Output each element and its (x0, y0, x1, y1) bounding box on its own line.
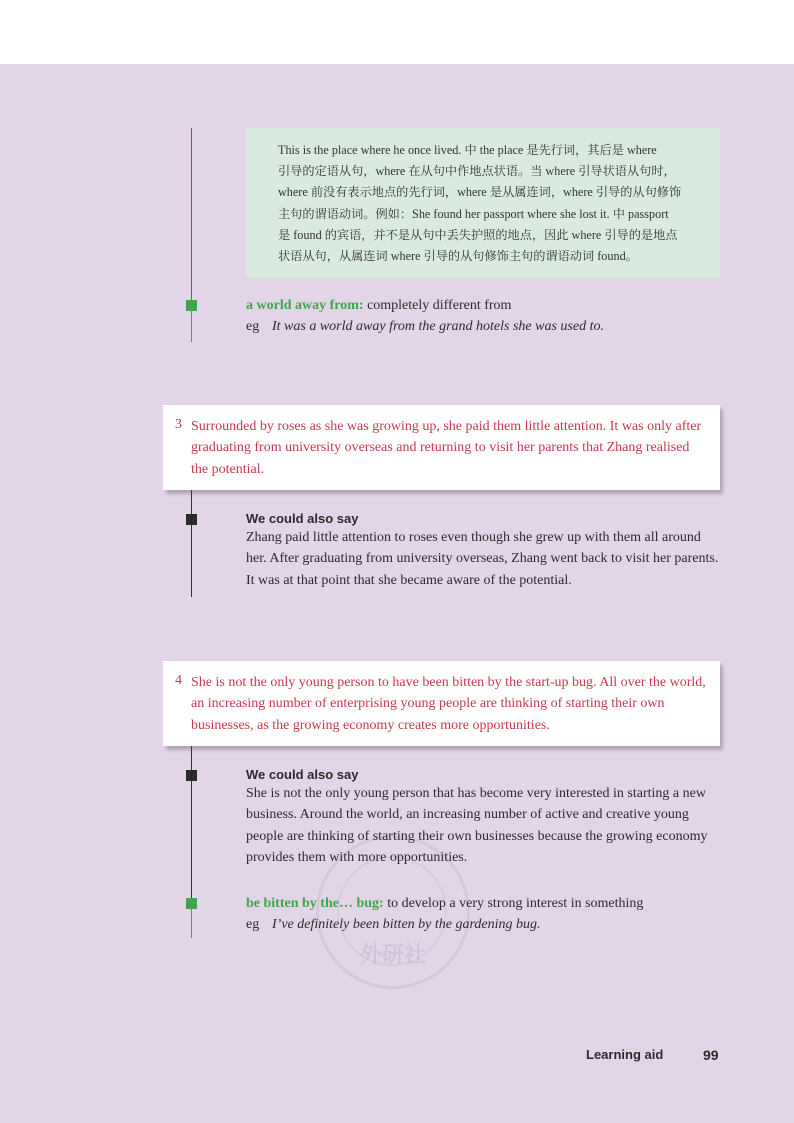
note-line: 是 found 的宾语，并不是从句中丢失护照的地点，因此 where 引导的是地点 (278, 227, 678, 242)
dark-square-marker (186, 770, 197, 781)
watermark-text: 外研社 (359, 943, 426, 968)
note-line: 引导的定语从句，where 在从句中作地点状语。当 where 引导状语从句时， (278, 164, 676, 179)
dark-margin-line (191, 746, 192, 898)
phrase-entry (246, 295, 720, 338)
phrase-entry (246, 893, 720, 936)
sentence-number: 3 (175, 417, 182, 432)
sentence-box-4 (163, 661, 720, 746)
could-also-say-3 (246, 511, 720, 591)
could-also-say-text: She is not the only young person that has become very interested in starting a new business. Around the world, an increasing number of active and creative young people are thinking of starting their own businesses because the growing economy provides them with more opportunities. (246, 786, 708, 866)
could-also-say-4 (246, 767, 720, 869)
sentence-box-3 (163, 405, 720, 490)
sentence-number: 4 (175, 673, 182, 688)
note-line: where 前没有表示地点的先行词，where 是从属连词，where 引导的从句修饰 (278, 185, 682, 200)
eg-label: eg (246, 917, 260, 933)
could-also-say-heading: We could also say (246, 511, 359, 526)
sentence-text: She is not the only young person to have been bitten by the start-up bug. All over the world, an increasing number of enterprising young people are thinking of starting their own businesses, as the growing economy creates more opportunities. (191, 675, 706, 733)
dark-square-marker (186, 514, 197, 525)
grammar-note-text (278, 140, 700, 267)
note-line: 状语从句，从属连词 where 引导的从句修饰主句的谓语动词 found。 (278, 249, 638, 264)
phrase-term: be bitten by the… bug: (246, 896, 384, 911)
page-number: 99 (703, 1047, 719, 1063)
sentence-text: Surrounded by roses as she was growing up, she paid them little attention. It was only after graduating from university overseas and returning to visit her parents that Zhang realised the potential. (191, 419, 702, 477)
grammar-note-box (246, 128, 720, 278)
could-also-say-heading: We could also say (246, 767, 359, 782)
phrase-example: It was a world away from the grand hotels she was used to. (272, 319, 604, 335)
could-also-say-text: Zhang paid little attention to roses even though she grew up with them all around her. After graduating from university overseas, Zhang went back to visit her parents. It was at that point that she became aware of the potential. (246, 530, 719, 588)
footer-section-label: Learning aid (586, 1047, 664, 1062)
phrase-definition: completely different from (363, 298, 512, 313)
green-square-marker (186, 300, 197, 311)
red-margin-line (191, 128, 192, 300)
phrase-term: a world away from: (246, 298, 364, 313)
note-line: This is the place where he once lived. 中 the place 是先行词，其后是 where (278, 143, 657, 157)
phrase-definition: to develop a very strong interest in something (383, 896, 644, 911)
eg-label: eg (246, 319, 260, 335)
dark-margin-line (191, 490, 192, 597)
note-line: 主句的谓语动词。例如：She found her passport where she lost it. 中 passport (278, 206, 669, 221)
green-square-marker (186, 898, 197, 909)
phrase-example: I’ve definitely been bitten by the gardening bug. (272, 917, 541, 933)
